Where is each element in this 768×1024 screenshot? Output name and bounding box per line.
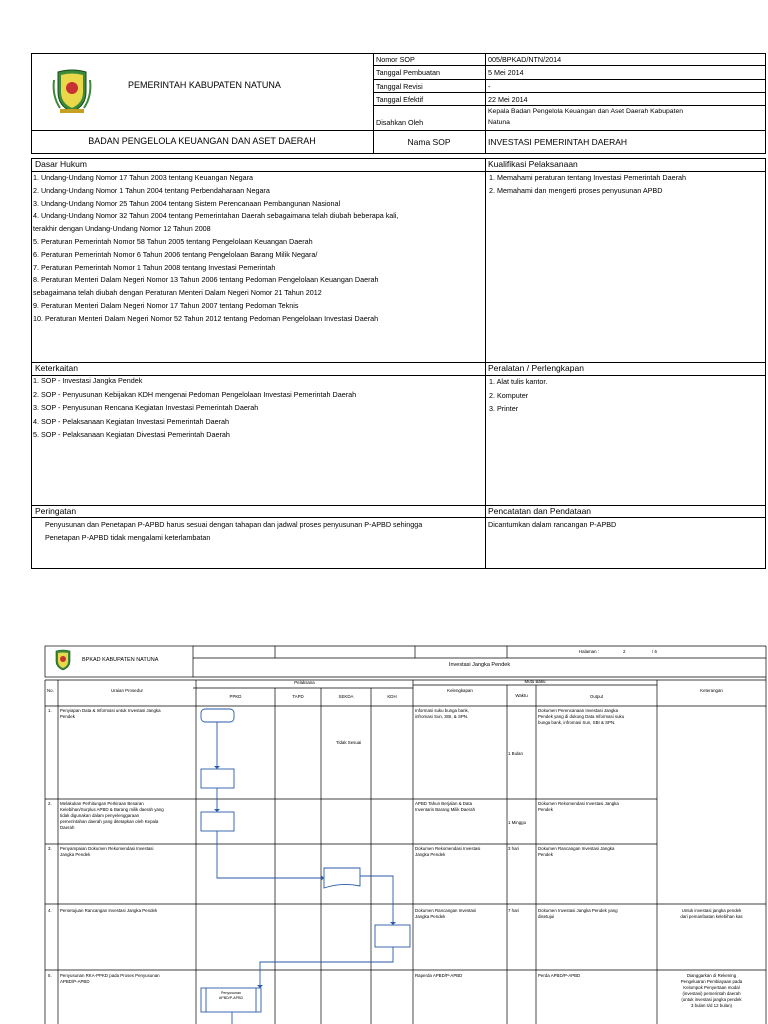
- row-no: 1.: [48, 708, 52, 713]
- list-item: 4. Undang-Undang Nomor 32 Tahun 2004 tentang Pemerintahan Daerah sebagaimana telah diubah beberapa kali,: [33, 211, 399, 221]
- field-value-nomor: 005/BPKAD/NTN/2014: [488, 55, 562, 64]
- list-item: terakhir dengan Undang-Undang Nomor 12 Tahun 2008: [33, 224, 211, 234]
- divider: [31, 517, 766, 518]
- list-item: sebagaimana telah diubah dengan Peraturan Menteri Dalam Negeri Nomor 21 Tahun 2012: [33, 288, 322, 298]
- row-kelengkapan: [415, 846, 480, 858]
- list-item: 2. SOP - Penyusunan Kebijakan KDH mengenai Pedoman Pengelolaan Investasi Pemerintah Daerah: [33, 389, 357, 399]
- text-line: Pengeluaran Pembiayaan pada: [680, 979, 743, 984]
- text-line: APBD/P-APBD: [60, 979, 90, 984]
- text-line: Penyiapan Data & Informasi untuk Investasi Jangka: [60, 708, 161, 713]
- peringatan-line-1: Penyusunan dan Penetapan P-APBD harus sesuai dengan tahapan dan jadwal proses penyusunan P-APBD sehingga: [45, 520, 423, 529]
- text-line: Dokumen Rancangan Investasi: [415, 908, 477, 913]
- text-line: Melakukan Perhitungan Perkiraan Besaran: [60, 801, 144, 806]
- divider: [31, 362, 766, 363]
- halaman-value: 2: [623, 649, 626, 654]
- row-kelengkapan: [415, 908, 476, 920]
- row-waktu: 1 Minggu: [508, 820, 527, 825]
- list-item: 7. Peraturan Pemerintah Nomor 1 Tahun 2008 tentang Investasi Pemerintah: [33, 262, 276, 272]
- list-item: 1. Undang-Undang Nomor 17 Tahun 2003 tentang Keuangan Negara: [33, 173, 254, 182]
- list-item: 3. Undang-Undang Nomor 25 Tahun 2004 tentang Sistem Perencanaan Pembangunan Nasional: [33, 198, 341, 208]
- peringatan-title: Peringatan: [35, 506, 77, 516]
- field-value-revisi: -: [488, 82, 491, 91]
- text-line: tidak digunakan dalam penyelenggaraan: [60, 813, 140, 818]
- list-item: 3. SOP - Penyusunan Rencana Kegiatan Investasi Pemerintah Daerah: [33, 403, 259, 412]
- peralatan-title: Peralatan / Perlengkapan: [488, 363, 584, 373]
- row-kelengkapan: [415, 708, 469, 720]
- list-item: 2. Undang-Undang Nomor 1 Tahun 2004 tentang Perbendaharaan Negara: [33, 185, 270, 195]
- list-item: 2. Komputer: [489, 390, 529, 400]
- disahkan-label: Disahkan Oleh: [376, 118, 424, 127]
- text-line: Persetujuan Rancangan Investasi Jangka Pendek: [60, 908, 158, 913]
- tidak-sesuai-label: Tidak Sesuai: [336, 740, 362, 745]
- text-line: Dokumen Rancangan Investasi Jangka: [538, 846, 615, 851]
- text-line: APBD Tahun Berjalan & Data: [415, 801, 473, 806]
- disahkan-value-1: Kepala Badan Pengelola Keuangan dan Aset Daerah Kabupaten: [488, 108, 684, 115]
- nama-sop-value: INVESTASI PEMERINTAH DAERAH: [488, 137, 628, 147]
- row-output: [538, 908, 618, 920]
- row-no: 3.: [48, 846, 52, 851]
- agency-title: BADAN PENGELOLA KEUANGAN DAN ASET DAERAH: [88, 136, 316, 146]
- divider: [373, 79, 766, 80]
- divider: [31, 505, 766, 506]
- text-line: Penyusunan RKA-PPKD pada Proses Penyusunan: [60, 973, 160, 978]
- text-line: Kelebihan/Surplus APBD & Barang milik daerah yang: [60, 807, 164, 812]
- row-uraian: [60, 846, 153, 858]
- divider: [485, 53, 486, 154]
- row-output: [538, 846, 614, 858]
- row-uraian: [60, 708, 161, 720]
- list-item: 10. Peraturan Menteri Dalam Negeri Nomor 52 Tahun 2012 tentang Pedoman Pengelolaan Investasi Daerah: [33, 313, 379, 323]
- text-line: Dokumen Investasi Jangka Pendek yang: [538, 908, 618, 913]
- col-output: Output: [589, 694, 604, 699]
- list-item: 5. Peraturan Pemerintah Nomor 58 Tahun 2005 tentang Pengelolaan Keuangan Daerah: [33, 236, 313, 246]
- text-line: Daerah: [60, 825, 75, 830]
- list-item: 5. SOP - Pelaksanaan Kegiatan Divestasi Pemerintah Daerah: [33, 430, 230, 439]
- nama-sop-label: Nama SOP: [407, 137, 451, 147]
- text-line: Dianggarkan di Rekening: [686, 973, 737, 978]
- col-sekda: SEKDA: [338, 694, 354, 699]
- flow-org-name: BPKAD KABUPATEN NATUNA: [82, 657, 159, 663]
- row-keterangan: [657, 973, 766, 1009]
- keterkaitan-list: [33, 375, 356, 443]
- list-item: 4. SOP - Pelaksanaan Kegiatan Investasi Pemerintah Daerah: [33, 416, 230, 426]
- text-line: Pendek: [538, 807, 553, 812]
- text-line: Raperda APBD/P-APBD: [415, 973, 463, 978]
- bpkad-emblem-icon: [52, 648, 74, 672]
- disahkan-value-2: Natuna: [488, 119, 510, 126]
- text-line: Kelompok Penyertaan modal: [683, 985, 740, 990]
- keterkaitan-title: Keterkaitan: [35, 363, 78, 373]
- text-line: dari pemanfaatan kelebihan kas: [680, 914, 743, 919]
- row-uraian: [60, 801, 164, 831]
- field-value-pembuatan: 5 Mei 2014: [488, 68, 524, 77]
- text-line: disetujui: [538, 914, 555, 919]
- kualifikasi-list: [489, 172, 686, 198]
- text-line: Dokumen Rekomendasi Investasi: [415, 846, 481, 851]
- col-kdh: KDH: [387, 694, 397, 699]
- col-pelaksana: Pelaksana: [294, 680, 315, 685]
- row-output: [538, 708, 624, 726]
- text-line: pemerintahan daerah yang ditetapkan oleh Kepala: [60, 819, 159, 824]
- col-mutu-baku: Mutu Baku: [524, 679, 546, 684]
- field-label-efektif: Tanggal Efektif: [376, 95, 424, 104]
- dasar-hukum-title: Dasar Hukum: [35, 159, 87, 169]
- pencatatan-text: Dicantumkan dalam rancangan P-APBD: [488, 520, 617, 529]
- list-item: 1. Alat tulis kantor.: [489, 377, 548, 386]
- row-waktu: 1 Bulan: [508, 751, 523, 756]
- divider: [485, 158, 486, 569]
- text-line: Untuk investasi jangka pendek: [681, 908, 742, 913]
- row-uraian: [60, 973, 160, 985]
- pencatatan-title: Pencatatan dan Pendataan: [488, 506, 592, 516]
- field-label-pembuatan: Tanggal Pembuatan: [376, 68, 440, 77]
- text-line: Dokumen Rekomendasi Investasi Jangka: [538, 801, 619, 806]
- row-output: [538, 801, 619, 813]
- peralatan-list: [489, 376, 547, 417]
- row-no: 5.: [48, 973, 52, 978]
- divider: [373, 92, 766, 93]
- box-label-line: APBD/P-APBD: [218, 996, 244, 1000]
- text-line: Jangka Pendek: [415, 914, 446, 919]
- peringatan-line-2: Penetapan P-APBD tidak mengalami keterlambatan: [45, 533, 211, 542]
- flow-title: Investasi Jangka Pendek: [448, 662, 511, 668]
- row-keterangan: [657, 908, 766, 920]
- col-keterangan: Keterangan: [700, 688, 723, 693]
- text-line: Inventaris Barang Milik Daerah: [415, 807, 476, 812]
- row-no: 4.: [48, 908, 52, 913]
- text-line: (untuk investasi jangka pendek: [681, 997, 742, 1002]
- row-waktu: 7 hari: [508, 908, 519, 913]
- col-waktu: Waktu: [515, 693, 528, 698]
- text-line: Jangka Pendek: [60, 852, 91, 857]
- government-title: PEMERINTAH KABUPATEN NATUNA: [128, 80, 281, 90]
- kualifikasi-title: Kualifikasi Pelaksanaan: [488, 159, 578, 169]
- text-line: (investasi) pemerintah daerah: [682, 991, 741, 996]
- text-line: Perda APBD/P-APBD: [538, 973, 581, 978]
- row-kelengkapan: [415, 801, 475, 813]
- col-ppkd: PPKD: [229, 694, 242, 699]
- list-item: 8. Peraturan Menteri Dalam Negeri Nomor 13 Tahun 2006 tentang Pedoman Pengelolaan Keuangan Daerah: [33, 275, 379, 285]
- penyusunan-box-label: [206, 991, 256, 1001]
- field-label-revisi: Tanggal Revisi: [376, 82, 423, 91]
- col-uraian: Uraian Prosedur: [111, 688, 143, 693]
- text-line: Dokumen Perencanaan Investasi Jangka: [538, 708, 619, 713]
- divider: [373, 65, 766, 66]
- list-item: 3. Printer: [489, 404, 519, 413]
- text-line: Jangka Pendek: [415, 852, 446, 857]
- text-line: bunga bank, infromasi Sun, SBI & SPN.: [538, 720, 616, 725]
- col-kelengkapan: Kelengkapan: [447, 688, 473, 693]
- list-item: 1. Memahami peraturan tentang Investasi Pemerintah Daerah: [489, 173, 686, 182]
- list-item: 2. Memahami dan mengerti proses penyusunan APBD: [489, 186, 663, 195]
- halaman-label: Halaman :: [579, 649, 600, 654]
- row-kelengkapan: [415, 973, 462, 979]
- dasar-hukum-list: [33, 172, 399, 326]
- field-value-efektif: 22 Mei 2014: [488, 95, 528, 104]
- col-tapd: TAPD: [292, 694, 304, 699]
- natuna-emblem-icon: [50, 66, 94, 116]
- list-item: 6. Peraturan Pemerintah Nomor 6 Tahun 2006 tentang Pengelolaan Barang Milik Negara/: [33, 249, 318, 259]
- divider: [31, 130, 766, 131]
- text-line: Pendek: [538, 852, 553, 857]
- row-no: 2.: [48, 801, 52, 806]
- list-item: 9. Peraturan Menteri Dalam Negeri Nomor 17 Tahun 2007 tentang Pedoman Teknis: [33, 300, 299, 310]
- box-label-line: Penyusunan: [221, 991, 241, 995]
- text-line: infromasi Sun, SBI, & SPN.: [415, 714, 469, 719]
- text-line: Pendek yang di dukung Data Informasi suku: [538, 714, 625, 719]
- text-line: Penyampaian Dokumen Rekomendasi Investasi: [60, 846, 154, 851]
- row-waktu: 3 hari: [508, 846, 519, 851]
- list-item: 1. SOP - Investasi Jangka Pendek: [33, 376, 143, 385]
- text-line: Informasi suku bunga bank,: [415, 708, 469, 713]
- field-label-nomor: Nomor SOP: [376, 55, 415, 64]
- halaman-total: / 6: [652, 649, 657, 654]
- row-uraian: [60, 908, 157, 914]
- text-line: 3 bulan s/d 12 bulan): [690, 1003, 732, 1008]
- col-no: No.: [47, 688, 54, 693]
- row-output: [538, 973, 580, 979]
- text-line: Pendek: [60, 714, 75, 719]
